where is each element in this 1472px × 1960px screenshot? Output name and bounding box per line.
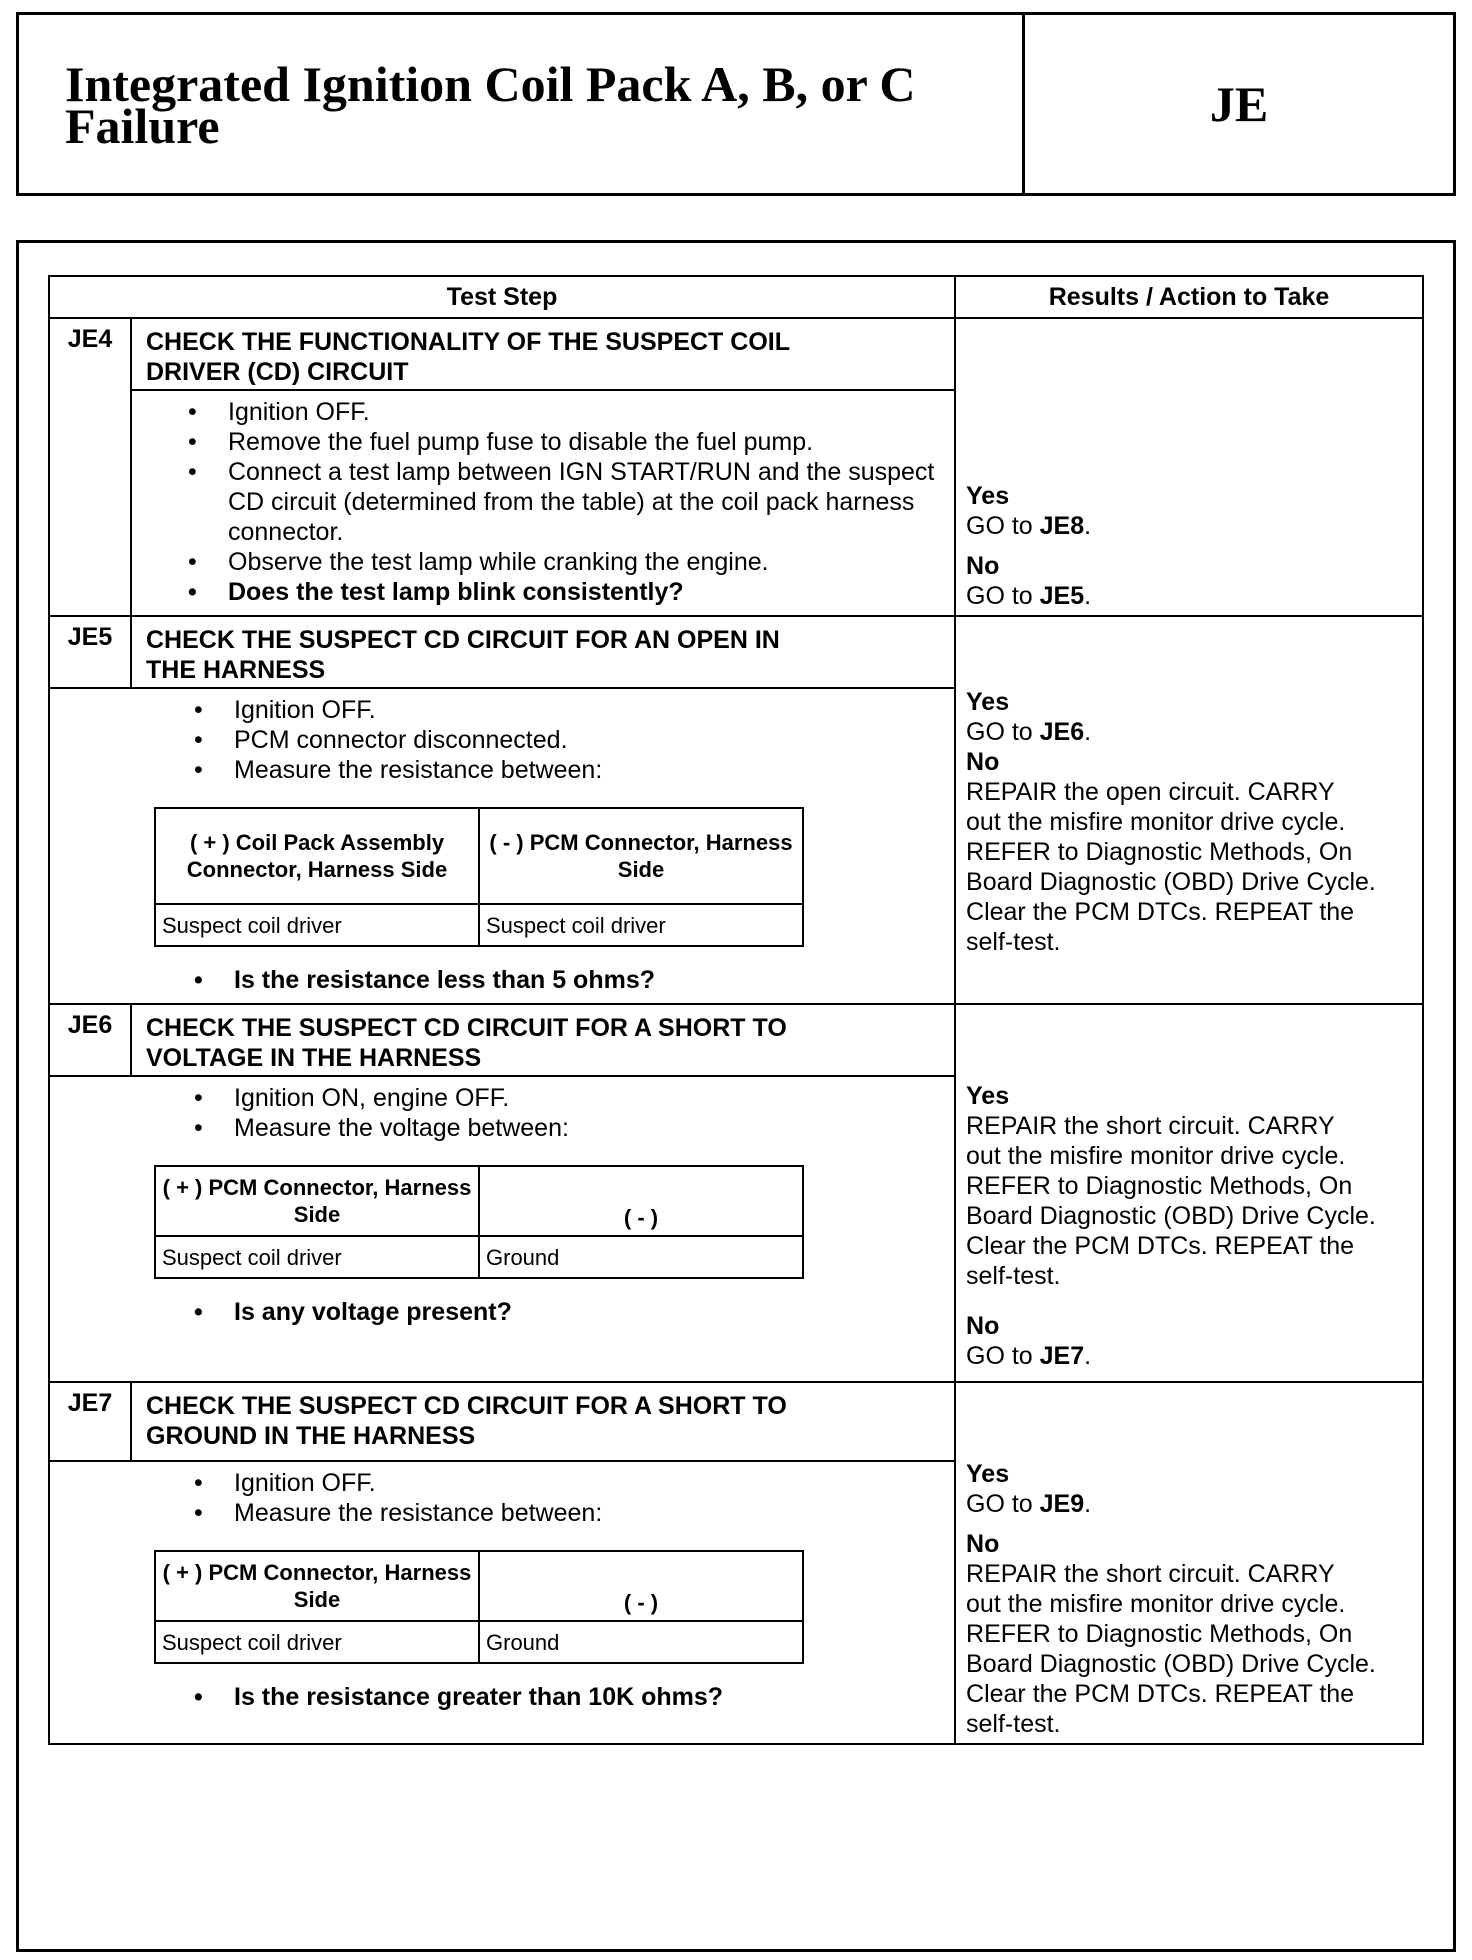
step-link[interactable]: JE6	[1039, 718, 1085, 746]
no-action-line: REFER to Diagnostic Methods, On	[966, 838, 1353, 866]
no-action-line: self-test.	[966, 1710, 1061, 1738]
bullet-item: • Ignition OFF.	[234, 1468, 940, 1498]
results-header: Results / Action to Take	[955, 276, 1423, 318]
bullet-item: • PCM connector disconnected.	[234, 725, 940, 755]
step-id: JE6	[49, 1004, 131, 1076]
yes-action: GO to JE9.	[966, 1490, 1092, 1518]
step-bullets	[50, 695, 940, 785]
no-action-line: REPAIR the open circuit. CARRY	[966, 778, 1335, 806]
step-heading	[131, 616, 955, 688]
step-body	[131, 390, 955, 616]
yes-label: Yes	[966, 1082, 1010, 1110]
title-box	[16, 12, 1456, 196]
yes-action-line: Clear the PCM DTCs. REPEAT the	[966, 1232, 1355, 1260]
no-label: No	[966, 1530, 1000, 1558]
measurement-cell: Suspect coil driver	[479, 904, 803, 946]
yes-label: Yes	[966, 688, 1010, 716]
yes-label: Yes	[966, 482, 1010, 510]
measurement-header-negative: ( - )	[479, 1551, 803, 1621]
step-heading-row	[49, 1004, 1423, 1076]
yes-action-line: Board Diagnostic (OBD) Drive Cycle.	[966, 1202, 1376, 1230]
no-action-line: Clear the PCM DTCs. REPEAT the	[966, 1680, 1355, 1708]
bullet-item: • Measure the voltage between:	[234, 1113, 940, 1143]
step-bullets	[50, 965, 940, 995]
step-question: • Is the resistance greater than 10K ohms?	[234, 1682, 940, 1712]
table-header-row	[49, 276, 1423, 318]
no-action-line: out the misfire monitor drive cycle.	[966, 808, 1346, 836]
step-heading	[131, 1004, 955, 1076]
step-heading	[131, 318, 955, 390]
bullet-item: • Observe the test lamp while cranking the engine.	[228, 547, 940, 577]
step-heading-row	[49, 1382, 1423, 1461]
no-action: GO to JE5.	[966, 582, 1092, 610]
step-id: JE7	[49, 1382, 131, 1461]
step-link[interactable]: JE8	[1039, 512, 1085, 540]
measurement-header-positive: ( + ) PCM Connector, Harness Side	[155, 1166, 479, 1236]
page-title-line1: Integrated Ignition Coil Pack A, B, or C	[65, 56, 916, 112]
step-heading-line: CHECK THE SUSPECT CD CIRCUIT FOR A SHORT TO	[146, 1392, 787, 1420]
no-action-line: out the misfire monitor drive cycle.	[966, 1590, 1346, 1618]
measurement-cell: Suspect coil driver	[155, 904, 479, 946]
bullet-item: • Ignition OFF.	[234, 695, 940, 725]
yes-action: GO to JE6.	[966, 718, 1092, 746]
no-action: GO to JE7.	[966, 1342, 1092, 1370]
measurement-header-negative: ( - ) PCM Connector, Harness Side	[479, 808, 803, 904]
bullet-item: • Measure the resistance between:	[234, 755, 940, 785]
step-heading-line: CHECK THE SUSPECT CD CIRCUIT FOR AN OPEN IN	[146, 626, 780, 654]
step-bullets	[132, 397, 940, 607]
step-question: • Is any voltage present?	[234, 1297, 940, 1327]
step-heading-line: GROUND IN THE HARNESS	[146, 1422, 476, 1450]
bullet-item: • Remove the fuel pump fuse to disable the fuel pump.	[228, 427, 940, 457]
bullet-item: • Connect a test lamp between IGN START/RUN and the suspect CD circuit (determined from the table) at the coil pack harness connector.	[228, 457, 940, 547]
yes-action-line: self-test.	[966, 1262, 1061, 1290]
measurement-header-positive: ( + ) Coil Pack Assembly Connector, Harness Side	[155, 808, 479, 904]
step-link[interactable]: JE7	[1039, 1342, 1085, 1370]
section-code: JE	[1209, 76, 1269, 132]
no-label: No	[966, 1312, 1000, 1340]
measurement-cell: Ground	[479, 1621, 803, 1663]
step-id: JE4	[49, 318, 131, 616]
step-heading-line: DRIVER (CD) CIRCUIT	[146, 358, 409, 386]
diagnostic-table	[48, 275, 1424, 1745]
step-id: JE5	[49, 616, 131, 688]
step-heading-line: CHECK THE SUSPECT CD CIRCUIT FOR A SHORT TO	[146, 1014, 787, 1042]
no-action-line: Board Diagnostic (OBD) Drive Cycle.	[966, 1650, 1376, 1678]
title-area	[19, 15, 1025, 193]
measurement-cell: Suspect coil driver	[155, 1236, 479, 1278]
step-bullets	[50, 1297, 940, 1327]
yes-action-line: REPAIR the short circuit. CARRY	[966, 1112, 1335, 1140]
step-bullets	[50, 1083, 940, 1143]
step-link[interactable]: JE5	[1039, 582, 1085, 610]
step-body	[49, 1076, 955, 1382]
step-link[interactable]: JE9	[1039, 1490, 1085, 1518]
no-label: No	[966, 552, 1000, 580]
step-heading-row	[49, 318, 1423, 390]
step-heading-row	[49, 616, 1423, 688]
bullet-item: • Measure the resistance between:	[234, 1498, 940, 1528]
measurement-cell: Ground	[479, 1236, 803, 1278]
yes-label: Yes	[966, 1460, 1010, 1488]
no-label: No	[966, 748, 1000, 776]
step-bullets	[50, 1468, 940, 1528]
step-results	[955, 1004, 1423, 1382]
step-heading-line: CHECK THE FUNCTIONALITY OF THE SUSPECT COIL	[146, 328, 790, 356]
step-results	[955, 1382, 1423, 1744]
step-body	[49, 688, 955, 1004]
page-title-line2: Failure	[65, 98, 220, 154]
yes-action: GO to JE8.	[966, 512, 1092, 540]
no-action-line: REFER to Diagnostic Methods, On	[966, 1620, 1353, 1648]
measurement-table	[154, 1550, 804, 1664]
measurement-table	[154, 1165, 804, 1279]
no-action-line: Board Diagnostic (OBD) Drive Cycle.	[966, 868, 1376, 896]
yes-action-line: out the misfire monitor drive cycle.	[966, 1142, 1346, 1170]
step-heading	[131, 1382, 955, 1461]
measurement-table	[154, 807, 804, 947]
bullet-item: • Ignition ON, engine OFF.	[234, 1083, 940, 1113]
step-question: • Is the resistance less than 5 ohms?	[234, 965, 940, 995]
step-heading-line: VOLTAGE IN THE HARNESS	[146, 1044, 482, 1072]
step-bullets	[50, 1682, 940, 1712]
no-action-line: Clear the PCM DTCs. REPEAT the	[966, 898, 1355, 926]
step-body	[49, 1461, 955, 1745]
measurement-header-negative: ( - )	[479, 1166, 803, 1236]
measurement-cell: Suspect coil driver	[155, 1621, 479, 1663]
no-action-line: REPAIR the short circuit. CARRY	[966, 1560, 1335, 1588]
step-question: • Does the test lamp blink consistently?	[228, 577, 940, 607]
step-heading-line: THE HARNESS	[146, 656, 326, 684]
bullet-item: • Ignition OFF.	[228, 397, 940, 427]
no-action-line: self-test.	[966, 928, 1061, 956]
measurement-header-positive: ( + ) PCM Connector, Harness Side	[155, 1551, 479, 1621]
yes-action-line: REFER to Diagnostic Methods, On	[966, 1172, 1353, 1200]
step-results	[955, 616, 1423, 1004]
test-step-header: Test Step	[49, 276, 955, 318]
step-results	[955, 318, 1423, 616]
